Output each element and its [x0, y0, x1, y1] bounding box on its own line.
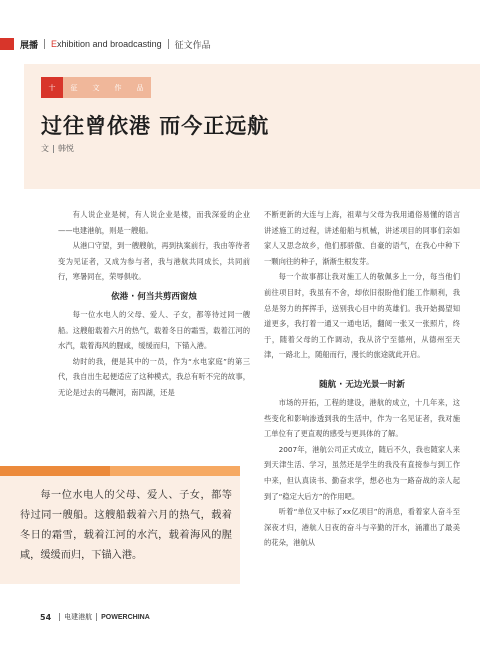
page-footer — [40, 612, 150, 622]
body-column-left — [58, 207, 250, 401]
pull-quote: 每一位水电人的父母、爱人、子女，都等待过同一艘船。这艘船载着六月的热气，载着冬日的霜雪，载着江河的水汽，载着海风的腥咸，缓缓而归，下锚入港。 — [20, 490, 232, 561]
divider — [168, 39, 169, 49]
paragraph: 2007年，港航公司正式成立，随后不久，我也随家人来到天津生活、学习，虽然还是学生的我没有直接参与到工作中来，但认真读书、勤奋求学，想必也为一路奋战的亲人起到了“稳定大后方”的作用吧。 — [264, 444, 460, 501]
pull-quote-bar-accent — [0, 466, 110, 476]
article-title: 过往曾依港 而今正远航 — [41, 114, 270, 138]
section-heading: 随航 · 无边光景一时新 — [319, 379, 405, 390]
tag-chip: 文 — [85, 77, 107, 98]
column-tag — [41, 77, 151, 98]
paragraph: 不断更新的大连与上海，祖辈与父母为我用通俗易懂的语言讲述施工的过程，讲述船舶与机械，讲述项目的同事们亲如家人又思念故乡，他们那骄傲、自豪的语气，在我心中种下一颗向往的种子，渐渐生根发芽。 — [264, 210, 460, 266]
paragraph: 市场的开拓，工程的建设，港航的成立，十几年来，这些变化和影响渗透到我的生活中，作为一名见证者，我对施工单位有了更直观的感受与更具体的了解。 — [264, 397, 460, 439]
paragraph: 每一个故事都让我对施工人的敬佩多上一分，每当他们前往项目时，我虽有不舍，却依旧很盼他们能工作顺利，我总是努力的挥挥手，送别我心目中的英雄们。我开始揭望知道更多，我打着一通又一通电话，翻阅一张又一张照片，终于，随着父母的工作调动，我从济宁至德州，从德州至天津，一路北上，随船而行，漫长的旅途就此开启。 — [264, 272, 460, 360]
section-header — [0, 37, 480, 51]
section-label-en: Exhibition and broadcasting — [51, 39, 162, 49]
category-label: 征文作品 — [174, 40, 211, 51]
magazine-name: 电建港航 — [64, 613, 93, 621]
section-heading: 依港 · 何当共剪西窗烛 — [111, 291, 197, 302]
section-marker — [0, 38, 14, 50]
section-label: 展播 — [20, 40, 39, 51]
paragraph: 听着“单位又中标了xx亿项目”的消息，看着家人奋斗至深夜才归，港航人日夜的奋斗与辛勤的汗水，涌灌出了最美的花朵，港航从 — [264, 507, 460, 548]
page-number: 54 — [40, 612, 52, 622]
byline-author: 韩悦 — [58, 144, 74, 153]
divider — [44, 39, 45, 49]
paragraph: 每一位水电人的父母、爱人、子女，都等待过同一艘船。这艘船载着六月的热气，载着冬日的霜雪，载着江河的水汽，载着海风的腥咸，缓缓而归，下锚入港。 — [58, 309, 250, 351]
byline — [41, 143, 74, 154]
paragraph: 有人说企业是树，有人说企业是楼，而我深爱的企业——电建港航，则是一艘船。 — [58, 210, 250, 235]
body-column-right — [264, 207, 460, 551]
tag-chip: 十 — [41, 77, 63, 98]
byline-label: 文 — [41, 144, 49, 153]
brand-name: POWERCHINA — [101, 613, 150, 621]
tag-chip: 征 — [63, 77, 85, 98]
tag-chip: 品 — [129, 77, 151, 98]
tag-chip: 作 — [107, 77, 129, 98]
paragraph: 幼时的我，便是其中的一员，作为“水电家庭”的第三代，我自出生起便适应了这种模式，我总有听不完的故事，无论是过去的马鞭河，南四湖，还是 — [58, 356, 250, 397]
paragraph: 从港口守望，到一艘艘航，再到执案前行，我由等待者变为见证者，又成为参与者，我与港航共同成长，共同前行，寒暑同在，荣辱俱收。 — [58, 241, 250, 282]
